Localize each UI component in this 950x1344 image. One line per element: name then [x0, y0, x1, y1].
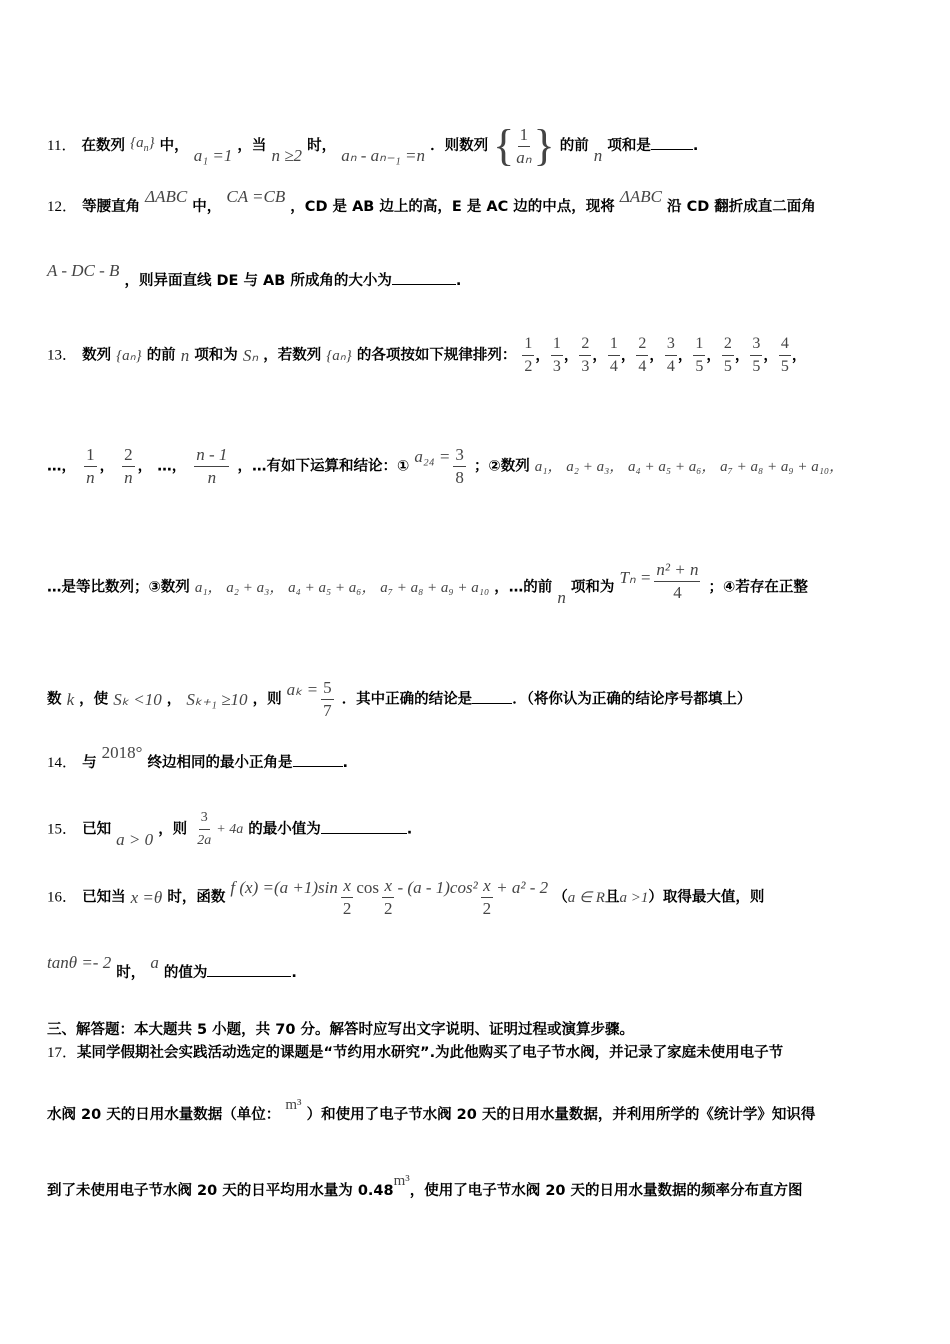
- q17-number: 17．: [47, 1045, 78, 1061]
- q12-line-1: [47, 187, 816, 218]
- q12-text: 中，: [192, 199, 222, 215]
- q16-text: 时，: [116, 965, 146, 981]
- q17-line-3: [47, 1173, 803, 1202]
- answer-blank[interactable]: [392, 270, 456, 285]
- q13-math-seq-sums: a₁， a₂ + a₃， a₄ + a₅ + a₆， a₇ + a₈ + a₉ + a₁₀: [194, 579, 490, 596]
- q11-brace-left: {: [493, 121, 515, 170]
- q15-number: 15．: [47, 821, 78, 838]
- q13-fraction-list: [521, 335, 807, 375]
- q13-sequence-fraction: $\frac{2}{5}$: [723, 335, 732, 375]
- q16-math-cond: a >1: [619, 889, 649, 906]
- q11-text: 时，: [307, 138, 337, 154]
- q15-text: 已知: [82, 821, 112, 838]
- q16-math-a: a: [150, 953, 159, 972]
- q13-text: ；②数列: [473, 458, 530, 475]
- q13-sequence-fraction: $\frac{4}{5}$: [780, 335, 789, 375]
- q13-fraction: $\frac{n - 1}{n}$: [196, 445, 228, 487]
- q13-line-3: [47, 560, 808, 609]
- q11-text: 在数列: [81, 138, 126, 154]
- q16-text: 时，函数: [167, 889, 226, 906]
- q16-math-x: x =θ: [130, 887, 163, 907]
- q13-text: ，…的前: [494, 579, 553, 596]
- q13-math-seq-sums: a₁， a₂ + a₃， a₄ + a₅ + a₆， a₇ + a₈ + a₉ + a₁₀，: [534, 458, 845, 475]
- q17-text: 到了未使用电子节水阀 20 天的日平均用水量为 0.48: [47, 1183, 394, 1199]
- q13-math-sn: Sₙ: [242, 345, 259, 365]
- q13-math-n: n: [180, 345, 190, 365]
- q13-text: …，: [47, 458, 76, 475]
- q16-line-1: [47, 876, 764, 919]
- q15-text: ，则: [158, 821, 188, 838]
- q15-text: 的最小值为: [248, 821, 321, 838]
- q13-text: 项和为: [194, 347, 238, 364]
- q13-line-2: …， $\frac{1}{n}$ ， $\frac{2}{n}$ ， …， $\frac{n - 1}{n}$ ，…有如下运算和结论：① a₂₄ = $\frac{3}{8}$ ；②数列 a₁， a₂ + a₃， a₄ + a₅ + a₆， a₇ + a₈ + a₉ + a₁₀，: [47, 445, 845, 487]
- q13-text: 的各项按如下规律排列：: [356, 347, 517, 364]
- q12-math-angle: A - DC - B: [47, 261, 120, 280]
- q11-math-n2: n ≥2: [271, 146, 303, 165]
- q12-text: ，则异面直线 DE 与 AB 所成角的大小为: [124, 273, 392, 289]
- q13-sequence-fraction: $\frac{3}{5}$: [752, 335, 761, 375]
- q17-text: 水阀 20 天的日用水量数据（单位：: [47, 1107, 281, 1123]
- q15-fraction: $\frac{3}{2a}$: [197, 810, 212, 848]
- q16-text: 且: [604, 889, 620, 906]
- q13-line-4: [47, 678, 751, 721]
- q13-math-seq: {aₙ}: [326, 347, 352, 364]
- q11-math-a1: a₁ =1: [193, 146, 233, 165]
- q13-text: ，: [166, 691, 182, 708]
- answer-blank[interactable]: [207, 962, 291, 977]
- q13-line-1: [47, 334, 806, 377]
- q13-text: ．其中正确的结论是: [341, 691, 473, 708]
- q16-fraction: $\frac{x}{2}$: [342, 876, 352, 918]
- q14-line: [47, 743, 349, 774]
- q13-fraction: $\frac{3}{8}$: [455, 445, 464, 487]
- q11-text: ，当: [237, 138, 267, 154]
- q17-line-1: [47, 1042, 783, 1064]
- q11-text: 的前: [559, 138, 589, 154]
- q16-math-cond: a ∈ R: [567, 889, 605, 906]
- separator: ，: [734, 347, 750, 364]
- q13-text: ，…有如下运算和结论：①: [237, 458, 410, 475]
- separator: ，: [592, 347, 607, 364]
- q17-text: 某同学假期社会实践活动选定的课题是“节约用水研究”.为此他购买了电子节水阀，并记录了家庭未使用电子节: [77, 1045, 784, 1061]
- q13-math-ak: aₖ =: [286, 679, 319, 699]
- q16-fraction: $\frac{x}{2}$: [482, 876, 492, 918]
- separator: ，: [677, 347, 693, 364]
- q15-math-plus: + 4a: [216, 821, 244, 837]
- q12-text: 等腰直角: [82, 199, 141, 215]
- q11-end: .: [692, 138, 699, 154]
- q17-text: ，使用了电子节水阀 20 天的日用水量数据的频率分布直方图: [409, 1183, 803, 1199]
- q16-math-func: cos: [356, 877, 380, 897]
- answer-blank[interactable]: [472, 689, 512, 704]
- separator: ，: [763, 347, 778, 364]
- q11-fraction: $\frac{1}{\text{aₙ}}$: [516, 124, 532, 167]
- q16-text: 已知当: [82, 889, 126, 906]
- q13-sequence-fraction: $\frac{3}{4}$: [666, 335, 675, 375]
- answer-blank[interactable]: [651, 135, 693, 150]
- q16-text: ）取得最大值，则: [648, 889, 765, 906]
- q17-line-2: [47, 1097, 816, 1126]
- q11-line: [47, 121, 699, 170]
- q12-end: .: [455, 273, 462, 289]
- separator: ，: [620, 347, 636, 364]
- q15-math-a: a > 0: [116, 829, 154, 849]
- q13-text: …是等比数列；③数列: [47, 579, 190, 596]
- q13-sequence-fraction: $\frac{2}{3}$: [581, 335, 590, 375]
- q11-math-recurrence: aₙ - aₙ₋₁ =n: [341, 146, 426, 165]
- q14-text: 终边相同的最小正角是: [147, 755, 293, 771]
- separator: ，: [563, 347, 579, 364]
- q13-math-k: k: [66, 689, 75, 709]
- q13-math-n: n: [557, 587, 566, 607]
- q13-math-sk: Sₖ <10: [113, 689, 162, 709]
- q16-number: 16．: [47, 889, 78, 906]
- q15-line: [47, 808, 412, 851]
- q13-sequence-fraction: $\frac{1}{4}$: [609, 335, 618, 375]
- q13-text: ，若数列: [263, 347, 322, 364]
- q12-math-triangle: ΔABC: [619, 187, 662, 206]
- q16-text: （: [553, 889, 568, 906]
- q13-sequence-fraction: $\frac{1}{3}$: [552, 335, 561, 375]
- q11-brace-right: }: [533, 121, 555, 170]
- q13-fraction: $\frac{2}{n}$: [124, 445, 133, 487]
- q13-text: ，使: [79, 691, 109, 708]
- q16-math-func: + a² - 2: [496, 877, 549, 897]
- q13-text: ；④若存在正整: [708, 579, 808, 596]
- q14-end: .: [342, 755, 349, 771]
- q14-text: 与: [82, 755, 97, 771]
- q11-number: 11．: [47, 138, 77, 154]
- q13-math-seq: {aₙ}: [116, 347, 142, 364]
- q11-text: 项和是: [607, 138, 651, 154]
- q13-fraction: $\frac{5}{7}$: [323, 678, 332, 720]
- q14-math-degree: 2018°: [101, 743, 143, 762]
- q16-line-2: [47, 953, 297, 984]
- separator: ，: [706, 347, 721, 364]
- q12-text: ，CD 是 AB 边上的高，E 是 AC 边的中点，现将: [290, 199, 615, 215]
- q12-math-equal: CA =CB: [226, 187, 286, 206]
- q11-text: 中，: [159, 138, 189, 154]
- q13-text: 项和为: [570, 579, 615, 596]
- q16-math-func: f (x) =(a +1)sin: [230, 877, 338, 897]
- q13-math-tn: Tₙ =: [619, 567, 652, 587]
- q16-text: 的值为: [163, 965, 208, 981]
- q12-text: 沿 CD 翻折成直二面角: [667, 199, 816, 215]
- q13-number: 13．: [47, 347, 78, 364]
- section-heading: 三、解答题：本大题共 5 小题，共 70 分。解答时应写出文字说明、证明过程或演算步骤。: [47, 1022, 634, 1038]
- q12-line-2: [47, 261, 462, 292]
- q13-sequence-fraction: $\frac{2}{4}$: [638, 335, 647, 375]
- q13-sequence-fraction: $\frac{1}{2}$: [524, 335, 533, 375]
- q13-sequence-fraction: $\frac{1}{5}$: [695, 335, 704, 375]
- q11-math-n: n: [593, 146, 603, 165]
- q11-text: ．则数列: [430, 138, 489, 154]
- q13-text: …，: [157, 458, 187, 475]
- q13-text: ，则: [252, 691, 282, 708]
- answer-blank[interactable]: [293, 752, 343, 767]
- separator: ，: [791, 347, 807, 364]
- q16-end: .: [291, 965, 297, 981]
- separator: ，: [535, 347, 550, 364]
- q16-math-tan: tanθ =- 2: [47, 953, 112, 972]
- q16-fraction: $\frac{x}{2}$: [384, 876, 393, 918]
- answer-blank[interactable]: [321, 819, 407, 834]
- q13-text: 数列: [82, 347, 112, 364]
- q17-math-unit: m³: [393, 1173, 410, 1189]
- q13-math-a24: a₂₄ =: [414, 446, 451, 466]
- q17-text: ）和使用了电子节水阀 20 天的日用水量数据，并利用所学的《统计学》知识得: [306, 1107, 816, 1123]
- q15-end: .: [406, 821, 413, 838]
- q13-text: 数: [47, 691, 62, 708]
- q13-text: ．（将你认为正确的结论序号都填上）: [512, 691, 752, 708]
- q13-text: 的前: [146, 347, 176, 364]
- q12-number: 12．: [47, 199, 78, 215]
- q14-number: 14．: [47, 755, 78, 771]
- q13-fraction: $\frac{1}{n}$: [86, 445, 95, 487]
- q13-fraction: $\frac{\text{n² + n}}{4}$: [656, 560, 699, 602]
- q13-math-sk1: Sₖ₊₁ ≥10: [186, 689, 248, 709]
- q12-math-triangle: ΔABC: [145, 187, 188, 206]
- separator: ，: [649, 347, 664, 364]
- q17-math-unit: m³: [285, 1097, 302, 1113]
- q16-math-func: - (a - 1)cos²: [397, 877, 478, 897]
- q11-math-seq: $\{a_n\}$: [130, 135, 155, 154]
